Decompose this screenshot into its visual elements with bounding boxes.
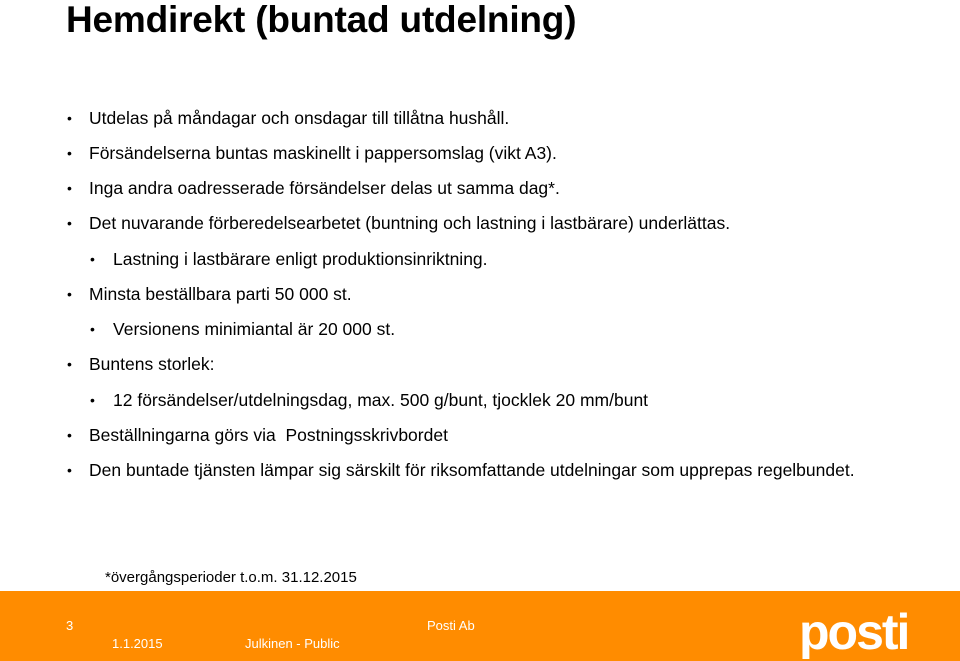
footnote: *övergångsperioder t.o.m. 31.12.2015 — [105, 569, 357, 586]
bullet-text: Den buntade tjänsten lämpar sig särskilt för riksomfattande utdelningar som upprepas regelbundet. — [89, 460, 855, 480]
sub-bullet-item — [90, 248, 488, 270]
classification-label: Julkinen - Public — [245, 636, 340, 651]
bullet-text: Försändelserna buntas maskinellt i pappersomslag (vikt A3). — [89, 143, 557, 163]
bullet-dot-icon: • — [90, 392, 95, 408]
bullet-text: 12 försändelser/utdelningsdag, max. 500 g/bunt, tjocklek 20 mm/bunt — [113, 390, 649, 410]
bullet-text: Utdelas på måndagar och onsdagar till tillåtna hushåll. — [89, 108, 510, 128]
bullet-dot-icon: • — [67, 462, 72, 478]
bullet-item — [67, 283, 352, 305]
posti-logo-icon — [797, 603, 923, 659]
bullet-dot-icon: • — [67, 356, 72, 372]
company-name: Posti Ab — [427, 618, 475, 633]
bullet-item — [67, 353, 215, 375]
page-number: 3 — [66, 618, 74, 633]
bullet-dot-icon: • — [67, 145, 72, 161]
bullet-text: Inga andra oadresserade försändelser delas ut samma dag*. — [89, 178, 560, 198]
bullet-text: Minsta beställbara parti 50 000 st. — [89, 284, 352, 304]
bullet-text: Versionens minimiantal är 20 000 st. — [113, 319, 396, 339]
bullet-dot-icon: • — [67, 215, 72, 231]
bullet-dot-icon: • — [67, 110, 72, 126]
sub-bullet-item — [90, 389, 649, 411]
bullet-dot-icon: • — [90, 321, 95, 337]
bullet-item — [67, 459, 869, 481]
logo-text: posti — [799, 604, 909, 659]
bullet-dot-icon: • — [67, 180, 72, 196]
bullet-text: Det nuvarande förberedelsearbetet (buntning och lastning i lastbärare) underlättas. — [89, 213, 731, 233]
bullet-dot-icon: • — [90, 251, 95, 267]
bullet-item — [67, 142, 557, 164]
bullet-text: Beställningarna görs via Postningsskrivbordet — [89, 425, 448, 445]
bullet-dot-icon: • — [67, 286, 72, 302]
slide-title: Hemdirekt (buntad utdelning) — [66, 0, 577, 40]
bullet-item — [67, 177, 560, 199]
sub-bullet-item — [90, 318, 396, 340]
bullet-item — [67, 212, 731, 234]
bullet-item — [67, 424, 448, 446]
bullet-text: Buntens storlek: — [89, 354, 215, 374]
bullet-text: Lastning i lastbärare enligt produktionsinriktning. — [113, 249, 488, 269]
bullet-dot-icon: • — [67, 427, 72, 443]
bullet-item — [67, 107, 510, 129]
footer-date: 1.1.2015 — [112, 636, 163, 651]
